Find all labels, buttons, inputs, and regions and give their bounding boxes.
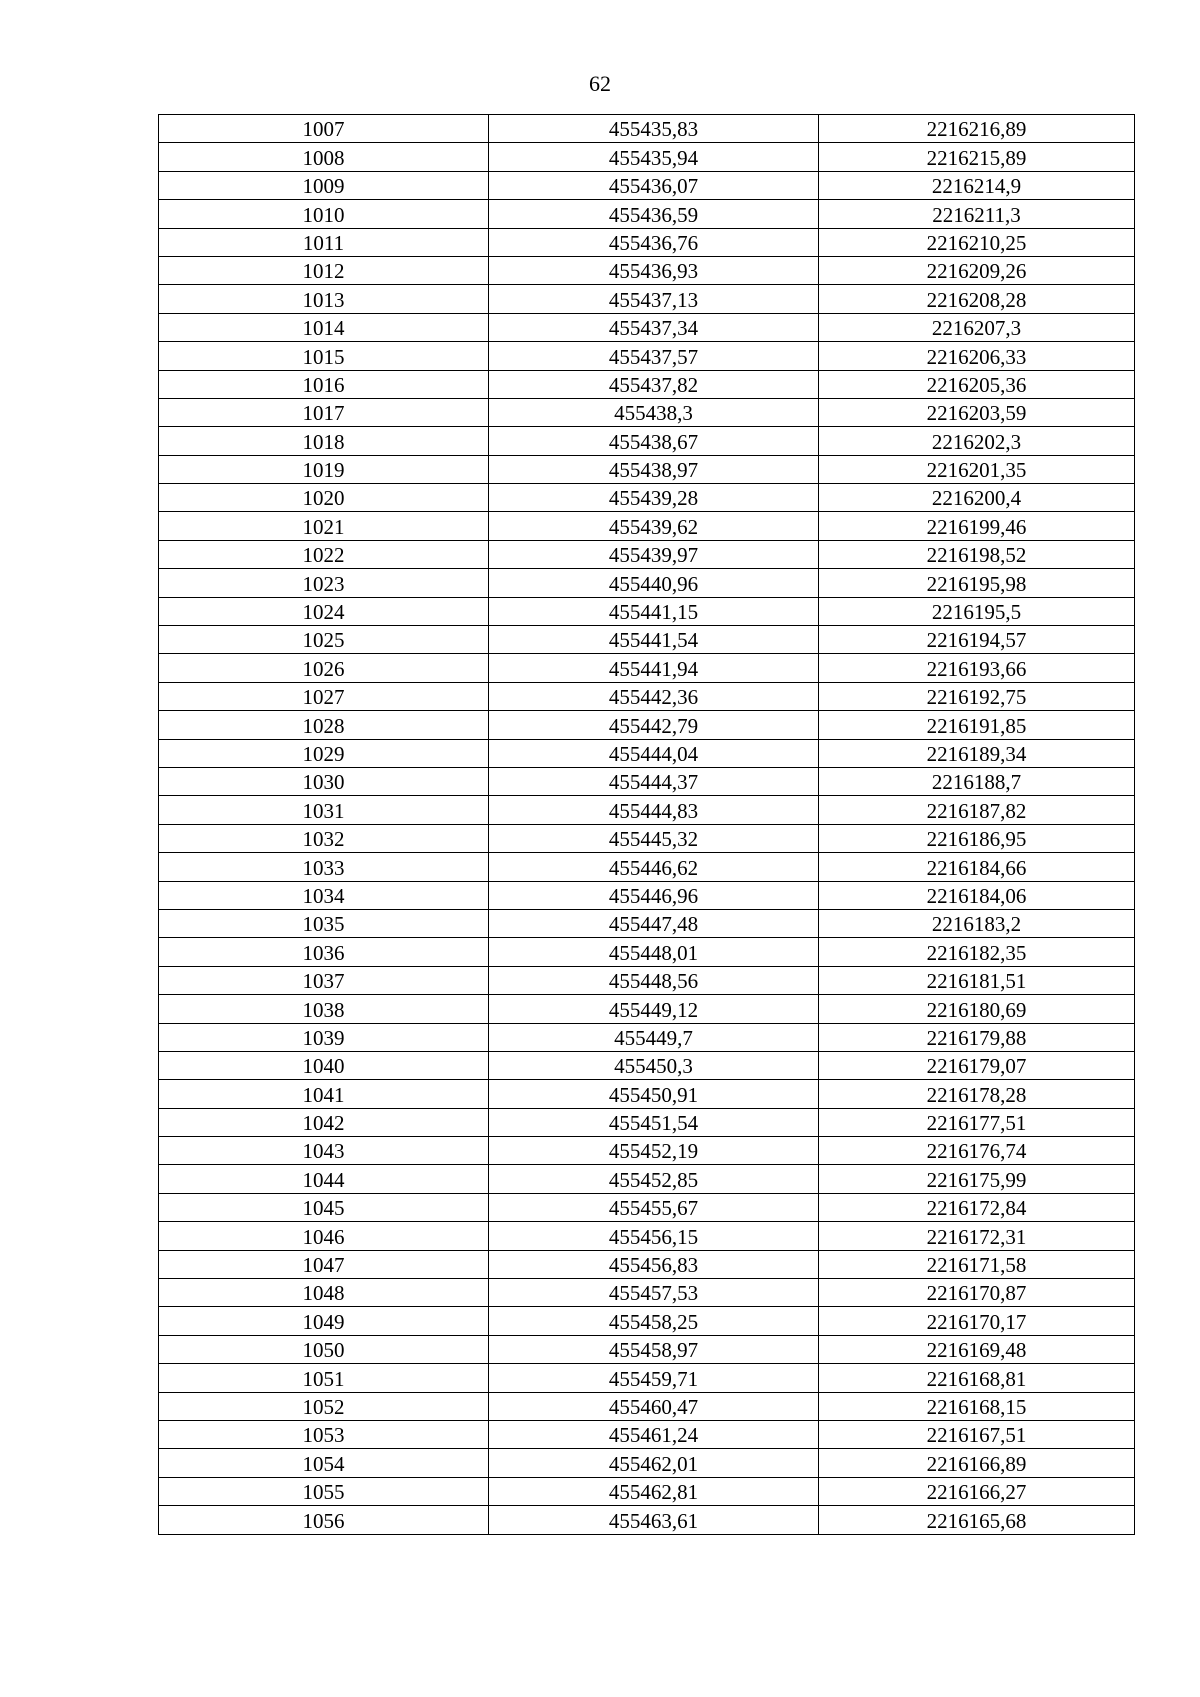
table-row [159, 1165, 1135, 1193]
table-row [159, 881, 1135, 909]
point-number-cell: 1008 [159, 143, 489, 171]
point-number-cell: 1047 [159, 1250, 489, 1278]
point-number-cell: 1009 [159, 171, 489, 199]
y-coordinate-cell: 2216210,25 [819, 228, 1135, 256]
point-number-cell: 1032 [159, 824, 489, 852]
point-number-cell: 1037 [159, 966, 489, 994]
x-coordinate-cell: 455438,3 [489, 398, 819, 426]
y-coordinate-cell: 2216214,9 [819, 171, 1135, 199]
table-row [159, 512, 1135, 540]
y-coordinate-cell: 2216187,82 [819, 796, 1135, 824]
point-number-cell: 1042 [159, 1108, 489, 1136]
table-row [159, 1193, 1135, 1221]
point-number-cell: 1049 [159, 1307, 489, 1335]
table-row [159, 540, 1135, 568]
table-row [159, 1420, 1135, 1448]
table-row [159, 1279, 1135, 1307]
point-number-cell: 1026 [159, 654, 489, 682]
y-coordinate-cell: 2216172,31 [819, 1222, 1135, 1250]
table-row [159, 909, 1135, 937]
x-coordinate-cell: 455446,62 [489, 853, 819, 881]
x-coordinate-cell: 455436,59 [489, 200, 819, 228]
y-coordinate-cell: 2216184,06 [819, 881, 1135, 909]
x-coordinate-cell: 455448,01 [489, 938, 819, 966]
y-coordinate-cell: 2216171,58 [819, 1250, 1135, 1278]
point-number-cell: 1041 [159, 1080, 489, 1108]
y-coordinate-cell: 2216184,66 [819, 853, 1135, 881]
y-coordinate-cell: 2216179,88 [819, 1023, 1135, 1051]
x-coordinate-cell: 455458,25 [489, 1307, 819, 1335]
y-coordinate-cell: 2216182,35 [819, 938, 1135, 966]
y-coordinate-cell: 2216188,7 [819, 767, 1135, 795]
point-number-cell: 1014 [159, 313, 489, 341]
x-coordinate-cell: 455440,96 [489, 569, 819, 597]
point-number-cell: 1022 [159, 540, 489, 568]
y-coordinate-cell: 2216181,51 [819, 966, 1135, 994]
x-coordinate-cell: 455456,15 [489, 1222, 819, 1250]
point-number-cell: 1050 [159, 1335, 489, 1363]
table-row [159, 796, 1135, 824]
point-number-cell: 1021 [159, 512, 489, 540]
y-coordinate-cell: 2216168,81 [819, 1364, 1135, 1392]
table-row [159, 115, 1135, 143]
y-coordinate-cell: 2216180,69 [819, 995, 1135, 1023]
x-coordinate-cell: 455450,91 [489, 1080, 819, 1108]
x-coordinate-cell: 455439,62 [489, 512, 819, 540]
y-coordinate-cell: 2216186,95 [819, 824, 1135, 852]
y-coordinate-cell: 2216183,2 [819, 909, 1135, 937]
table-row [159, 1222, 1135, 1250]
table-row [159, 228, 1135, 256]
point-number-cell: 1025 [159, 626, 489, 654]
y-coordinate-cell: 2216189,34 [819, 739, 1135, 767]
y-coordinate-cell: 2216205,36 [819, 370, 1135, 398]
point-number-cell: 1035 [159, 909, 489, 937]
y-coordinate-cell: 2216170,17 [819, 1307, 1135, 1335]
table-row [159, 398, 1135, 426]
table-row [159, 711, 1135, 739]
x-coordinate-cell: 455437,34 [489, 313, 819, 341]
table-row [159, 200, 1135, 228]
x-coordinate-cell: 455462,81 [489, 1477, 819, 1505]
table-row [159, 1449, 1135, 1477]
y-coordinate-cell: 2216169,48 [819, 1335, 1135, 1363]
table-row [159, 1137, 1135, 1165]
x-coordinate-cell: 455441,54 [489, 626, 819, 654]
point-number-cell: 1034 [159, 881, 489, 909]
point-number-cell: 1019 [159, 455, 489, 483]
coordinates-table [158, 114, 1135, 1535]
x-coordinate-cell: 455452,85 [489, 1165, 819, 1193]
point-number-cell: 1030 [159, 767, 489, 795]
x-coordinate-cell: 455448,56 [489, 966, 819, 994]
x-coordinate-cell: 455449,7 [489, 1023, 819, 1051]
table-row [159, 313, 1135, 341]
table-row [159, 1023, 1135, 1051]
point-number-cell: 1043 [159, 1137, 489, 1165]
x-coordinate-cell: 455435,94 [489, 143, 819, 171]
x-coordinate-cell: 455437,13 [489, 285, 819, 313]
table-row [159, 966, 1135, 994]
table-row [159, 171, 1135, 199]
x-coordinate-cell: 455447,48 [489, 909, 819, 937]
table-row [159, 342, 1135, 370]
y-coordinate-cell: 2216211,3 [819, 200, 1135, 228]
point-number-cell: 1052 [159, 1392, 489, 1420]
point-number-cell: 1048 [159, 1279, 489, 1307]
coordinates-table-body [159, 115, 1135, 1535]
point-number-cell: 1007 [159, 115, 489, 143]
x-coordinate-cell: 455437,82 [489, 370, 819, 398]
x-coordinate-cell: 455436,93 [489, 256, 819, 284]
y-coordinate-cell: 2216198,52 [819, 540, 1135, 568]
point-number-cell: 1039 [159, 1023, 489, 1051]
x-coordinate-cell: 455444,04 [489, 739, 819, 767]
table-row [159, 256, 1135, 284]
x-coordinate-cell: 455441,94 [489, 654, 819, 682]
table-row [159, 569, 1135, 597]
y-coordinate-cell: 2216195,5 [819, 597, 1135, 625]
y-coordinate-cell: 2216216,89 [819, 115, 1135, 143]
y-coordinate-cell: 2216207,3 [819, 313, 1135, 341]
table-row [159, 995, 1135, 1023]
point-number-cell: 1051 [159, 1364, 489, 1392]
point-number-cell: 1056 [159, 1506, 489, 1534]
x-coordinate-cell: 455456,83 [489, 1250, 819, 1278]
point-number-cell: 1016 [159, 370, 489, 398]
x-coordinate-cell: 455435,83 [489, 115, 819, 143]
y-coordinate-cell: 2216202,3 [819, 427, 1135, 455]
point-number-cell: 1012 [159, 256, 489, 284]
table-row [159, 1080, 1135, 1108]
table-row [159, 1250, 1135, 1278]
point-number-cell: 1010 [159, 200, 489, 228]
point-number-cell: 1031 [159, 796, 489, 824]
x-coordinate-cell: 455445,32 [489, 824, 819, 852]
x-coordinate-cell: 455459,71 [489, 1364, 819, 1392]
y-coordinate-cell: 2216176,74 [819, 1137, 1135, 1165]
x-coordinate-cell: 455446,96 [489, 881, 819, 909]
x-coordinate-cell: 455450,3 [489, 1051, 819, 1079]
point-number-cell: 1036 [159, 938, 489, 966]
table-row [159, 682, 1135, 710]
x-coordinate-cell: 455458,97 [489, 1335, 819, 1363]
table-row [159, 767, 1135, 795]
y-coordinate-cell: 2216168,15 [819, 1392, 1135, 1420]
table-row [159, 1335, 1135, 1363]
table-row [159, 285, 1135, 313]
table-row [159, 143, 1135, 171]
x-coordinate-cell: 455444,37 [489, 767, 819, 795]
x-coordinate-cell: 455461,24 [489, 1420, 819, 1448]
table-row [159, 824, 1135, 852]
table-row [159, 626, 1135, 654]
x-coordinate-cell: 455437,57 [489, 342, 819, 370]
y-coordinate-cell: 2216193,66 [819, 654, 1135, 682]
y-coordinate-cell: 2216179,07 [819, 1051, 1135, 1079]
y-coordinate-cell: 2216199,46 [819, 512, 1135, 540]
table-row [159, 938, 1135, 966]
x-coordinate-cell: 455462,01 [489, 1449, 819, 1477]
point-number-cell: 1018 [159, 427, 489, 455]
x-coordinate-cell: 455444,83 [489, 796, 819, 824]
table-row [159, 427, 1135, 455]
table-row [159, 853, 1135, 881]
y-coordinate-cell: 2216166,27 [819, 1477, 1135, 1505]
x-coordinate-cell: 455442,79 [489, 711, 819, 739]
table-row [159, 1108, 1135, 1136]
y-coordinate-cell: 2216191,85 [819, 711, 1135, 739]
y-coordinate-cell: 2216192,75 [819, 682, 1135, 710]
x-coordinate-cell: 455457,53 [489, 1279, 819, 1307]
x-coordinate-cell: 455436,76 [489, 228, 819, 256]
point-number-cell: 1029 [159, 739, 489, 767]
point-number-cell: 1015 [159, 342, 489, 370]
point-number-cell: 1020 [159, 484, 489, 512]
table-row [159, 1307, 1135, 1335]
table-row [159, 1051, 1135, 1079]
x-coordinate-cell: 455438,97 [489, 455, 819, 483]
point-number-cell: 1044 [159, 1165, 489, 1193]
x-coordinate-cell: 455455,67 [489, 1193, 819, 1221]
point-number-cell: 1017 [159, 398, 489, 426]
x-coordinate-cell: 455460,47 [489, 1392, 819, 1420]
table-row [159, 654, 1135, 682]
point-number-cell: 1024 [159, 597, 489, 625]
y-coordinate-cell: 2216201,35 [819, 455, 1135, 483]
point-number-cell: 1011 [159, 228, 489, 256]
y-coordinate-cell: 2216167,51 [819, 1420, 1135, 1448]
x-coordinate-cell: 455439,28 [489, 484, 819, 512]
y-coordinate-cell: 2216206,33 [819, 342, 1135, 370]
y-coordinate-cell: 2216203,59 [819, 398, 1135, 426]
table-row [159, 1392, 1135, 1420]
y-coordinate-cell: 2216195,98 [819, 569, 1135, 597]
table-row [159, 1506, 1135, 1534]
x-coordinate-cell: 455436,07 [489, 171, 819, 199]
y-coordinate-cell: 2216215,89 [819, 143, 1135, 171]
point-number-cell: 1013 [159, 285, 489, 313]
y-coordinate-cell: 2216209,26 [819, 256, 1135, 284]
table-row [159, 370, 1135, 398]
point-number-cell: 1054 [159, 1449, 489, 1477]
table-row [159, 484, 1135, 512]
y-coordinate-cell: 2216172,84 [819, 1193, 1135, 1221]
point-number-cell: 1033 [159, 853, 489, 881]
y-coordinate-cell: 2216165,68 [819, 1506, 1135, 1534]
y-coordinate-cell: 2216170,87 [819, 1279, 1135, 1307]
table-row [159, 1364, 1135, 1392]
point-number-cell: 1023 [159, 569, 489, 597]
x-coordinate-cell: 455441,15 [489, 597, 819, 625]
x-coordinate-cell: 455442,36 [489, 682, 819, 710]
x-coordinate-cell: 455463,61 [489, 1506, 819, 1534]
page-number: 62 [589, 71, 611, 96]
table-row [159, 455, 1135, 483]
x-coordinate-cell: 455449,12 [489, 995, 819, 1023]
table-row [159, 1477, 1135, 1505]
point-number-cell: 1028 [159, 711, 489, 739]
y-coordinate-cell: 2216175,99 [819, 1165, 1135, 1193]
point-number-cell: 1040 [159, 1051, 489, 1079]
y-coordinate-cell: 2216208,28 [819, 285, 1135, 313]
y-coordinate-cell: 2216177,51 [819, 1108, 1135, 1136]
point-number-cell: 1046 [159, 1222, 489, 1250]
x-coordinate-cell: 455451,54 [489, 1108, 819, 1136]
y-coordinate-cell: 2216166,89 [819, 1449, 1135, 1477]
y-coordinate-cell: 2216194,57 [819, 626, 1135, 654]
x-coordinate-cell: 455452,19 [489, 1137, 819, 1165]
point-number-cell: 1055 [159, 1477, 489, 1505]
point-number-cell: 1045 [159, 1193, 489, 1221]
point-number-cell: 1053 [159, 1420, 489, 1448]
y-coordinate-cell: 2216200,4 [819, 484, 1135, 512]
x-coordinate-cell: 455439,97 [489, 540, 819, 568]
y-coordinate-cell: 2216178,28 [819, 1080, 1135, 1108]
point-number-cell: 1027 [159, 682, 489, 710]
table-row [159, 739, 1135, 767]
table-row [159, 597, 1135, 625]
x-coordinate-cell: 455438,67 [489, 427, 819, 455]
point-number-cell: 1038 [159, 995, 489, 1023]
